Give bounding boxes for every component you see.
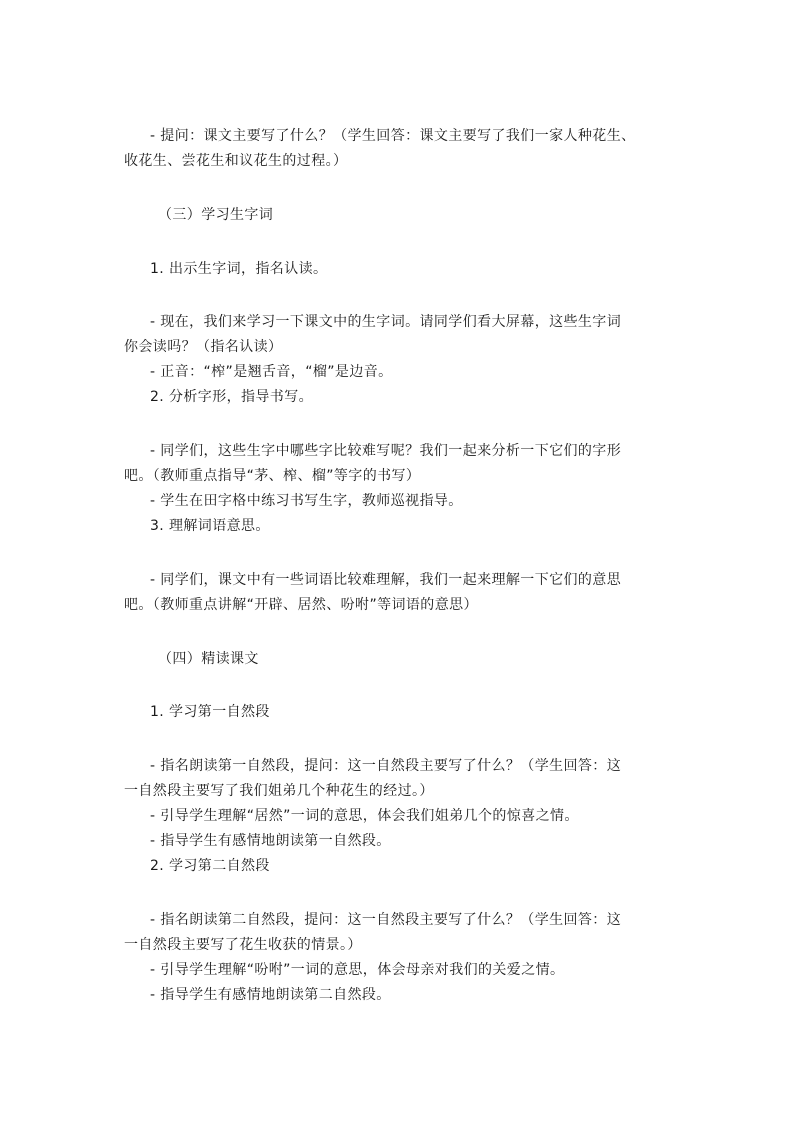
- paragraph-line: 吧。（教师重点讲解“开辟、居然、吩咐”等词语的意思）: [124, 597, 478, 613]
- paragraph-line: - 指名朗读第二自然段，提问：这一自然段主要写了什么？（学生回答：这: [150, 912, 622, 928]
- paragraph-line: 一自然段主要写了我们姐弟几个种花生的经过。）: [124, 783, 434, 799]
- paragraph-line: - 指导学生有感情地朗读第一自然段。: [150, 833, 391, 849]
- paragraph-line: 2. 学习第二自然段: [150, 858, 270, 874]
- paragraph-line: - 同学们，课文中有一些词语比较难理解，我们一起来理解一下它们的意思: [150, 572, 622, 588]
- paragraph-line: 1. 学习第一自然段: [150, 704, 270, 720]
- paragraph-line: 吧。（教师重点指导“茅、榨、榴”等字的书写）: [124, 468, 421, 484]
- paragraph-line: - 引导学生理解“吩咐”一词的意思，体会母亲对我们的关爱之情。: [150, 962, 565, 978]
- paragraph-line: 你会读吗？（指名认读）: [124, 339, 283, 355]
- paragraph-line: - 指导学生有感情地朗读第二自然段。: [150, 987, 391, 1003]
- paragraph-line: - 正音：“榨”是翘舌音，“榴”是边音。: [150, 364, 393, 380]
- section-heading: （四）精读课文: [158, 651, 259, 667]
- paragraph-line: - 现在，我们来学习一下课文中的生字词。请同学们看大屏幕，这些生字词: [150, 314, 622, 330]
- paragraph-line: 收花生、尝花生和议花生的过程。）: [124, 153, 348, 169]
- section-heading: （三）学习生字词: [158, 207, 274, 223]
- paragraph-line: - 提问：课文主要写了什么？（学生回答：课文主要写了我们一家人种花生、: [150, 128, 636, 144]
- paragraph-line: - 引导学生理解“居然”一词的意思，体会我们姐弟几个的惊喜之情。: [150, 808, 579, 824]
- paragraph-line: - 学生在田字格中练习书写生字，教师巡视指导。: [150, 493, 463, 509]
- paragraph-line: - 指名朗读第一自然段，提问：这一自然段主要写了什么？（学生回答：这: [150, 758, 622, 774]
- paragraph-line: - 同学们，这些生字中哪些字比较难写呢？我们一起来分析一下它们的字形: [150, 443, 622, 459]
- paragraph-line: 1. 出示生字词，指名认读。: [150, 261, 328, 277]
- paragraph-line: 2. 分析字形，指导书写。: [150, 389, 314, 405]
- paragraph-line: 一自然段主要写了花生收获的情景。）: [124, 937, 362, 953]
- paragraph-line: 3. 理解词语意思。: [150, 518, 270, 534]
